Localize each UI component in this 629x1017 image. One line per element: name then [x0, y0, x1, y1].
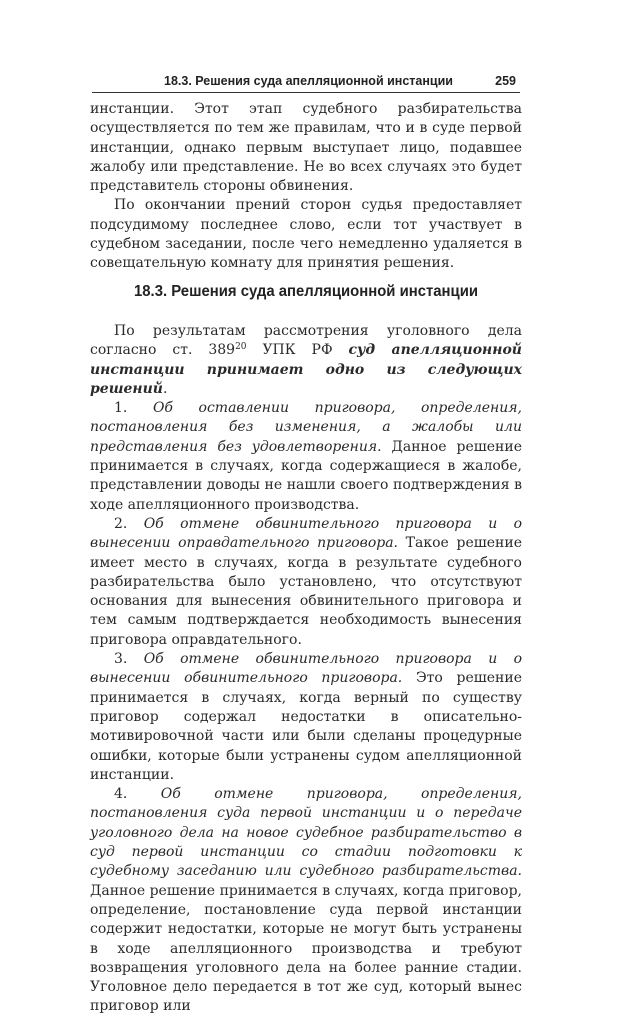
section-heading: 18.3. Решения суда апелляционной инстанции — [134, 283, 478, 300]
item-text: Такое решение имеет место в случаях, когда в результате судебного разбирательства было установлено, что отсутствуют основания для вынесения обвинительного приговора и тем самым подтверждается необходимость вынесения приговора оправдательного. — [90, 535, 522, 648]
item-text: Данное решение принимается в случаях, когда содержащиеся в жалобе, представлении доводы не нашли своего подтверждения в ходе апелляционного производства. — [90, 438, 522, 513]
list-item — [90, 399, 522, 515]
item-text: Данное решение принимается в случаях, когда приговор, определение, постановление суда первой инстанции содержит недостатки, которые не могут быть устранены в ходе апелляционного производства и требуют возвращения уголовного дела на более ранние стадии. Уголовное дело передается в тот же суд, который вынес приговор или — [90, 882, 522, 1015]
item-title: Об оставлении приговора, определения, постановления без изменения, а жалобы или представления без удовлетворения. — [90, 400, 522, 455]
item-text: Это решение принимается в случаях, когда верный по существу приговор содержал недостатки в описательно-мотивировочной части или были сделаны процедурные ошибки, которые были устранены судом апелляционной инстанции. — [90, 670, 522, 783]
intro-text-2: УПК РФ — [246, 342, 349, 359]
intro-text: По результатам рассмотрения уголовного дела согласно ст. 389 — [90, 323, 522, 359]
list-item — [90, 785, 522, 1017]
running-title: 18.3. Решения суда апелляционной инстанции — [164, 74, 453, 88]
text-block-section — [90, 322, 522, 1017]
item-number: 4. — [114, 786, 161, 803]
paragraph-final-word: По окончании прений сторон судья предоставляет подсудимому последнее слово, если тот участвует в судебном заседании, после чего немедленно удаляется в совещательную комнату для принятия решения. — [90, 197, 522, 272]
item-number: 2. — [114, 515, 144, 532]
item-title: Об отмене приговора, определения, постановления суда первой инстанции и о передаче уголовного дела на новое судебное разбирательство в суд первой инстанции со стадии подготовки к судебному заседанию или судебного разбирательства. — [90, 786, 522, 880]
section-intro — [90, 322, 522, 399]
item-number: 1. — [114, 400, 153, 417]
list-item — [90, 515, 522, 650]
page-number: 259 — [495, 74, 516, 88]
text-block-top — [90, 100, 522, 274]
article-superscript: 20 — [235, 342, 247, 353]
item-title: Об отмене обвинительного приговора и о вынесении оправдательного приговора. — [90, 515, 522, 552]
page-header — [92, 70, 520, 93]
list-item — [90, 650, 522, 785]
intro-emphasis: суд апелляционной инстанции принимает одно из следующих решений — [90, 342, 522, 397]
intro-end: . — [162, 380, 168, 397]
item-number: 3. — [114, 651, 144, 668]
paragraph-continued: инстанции. Этот этап судебного разбирательства осуществляется по тем же правилам, что и в суде первой инстанции, однако первым выступает лицо, подавшее жалобу или представление. Не во всех случаях это будет представитель стороны обвинения. — [90, 101, 522, 195]
item-title: Об отмене обвинительного приговора и о вынесении обвинительного приговора. — [90, 651, 522, 687]
